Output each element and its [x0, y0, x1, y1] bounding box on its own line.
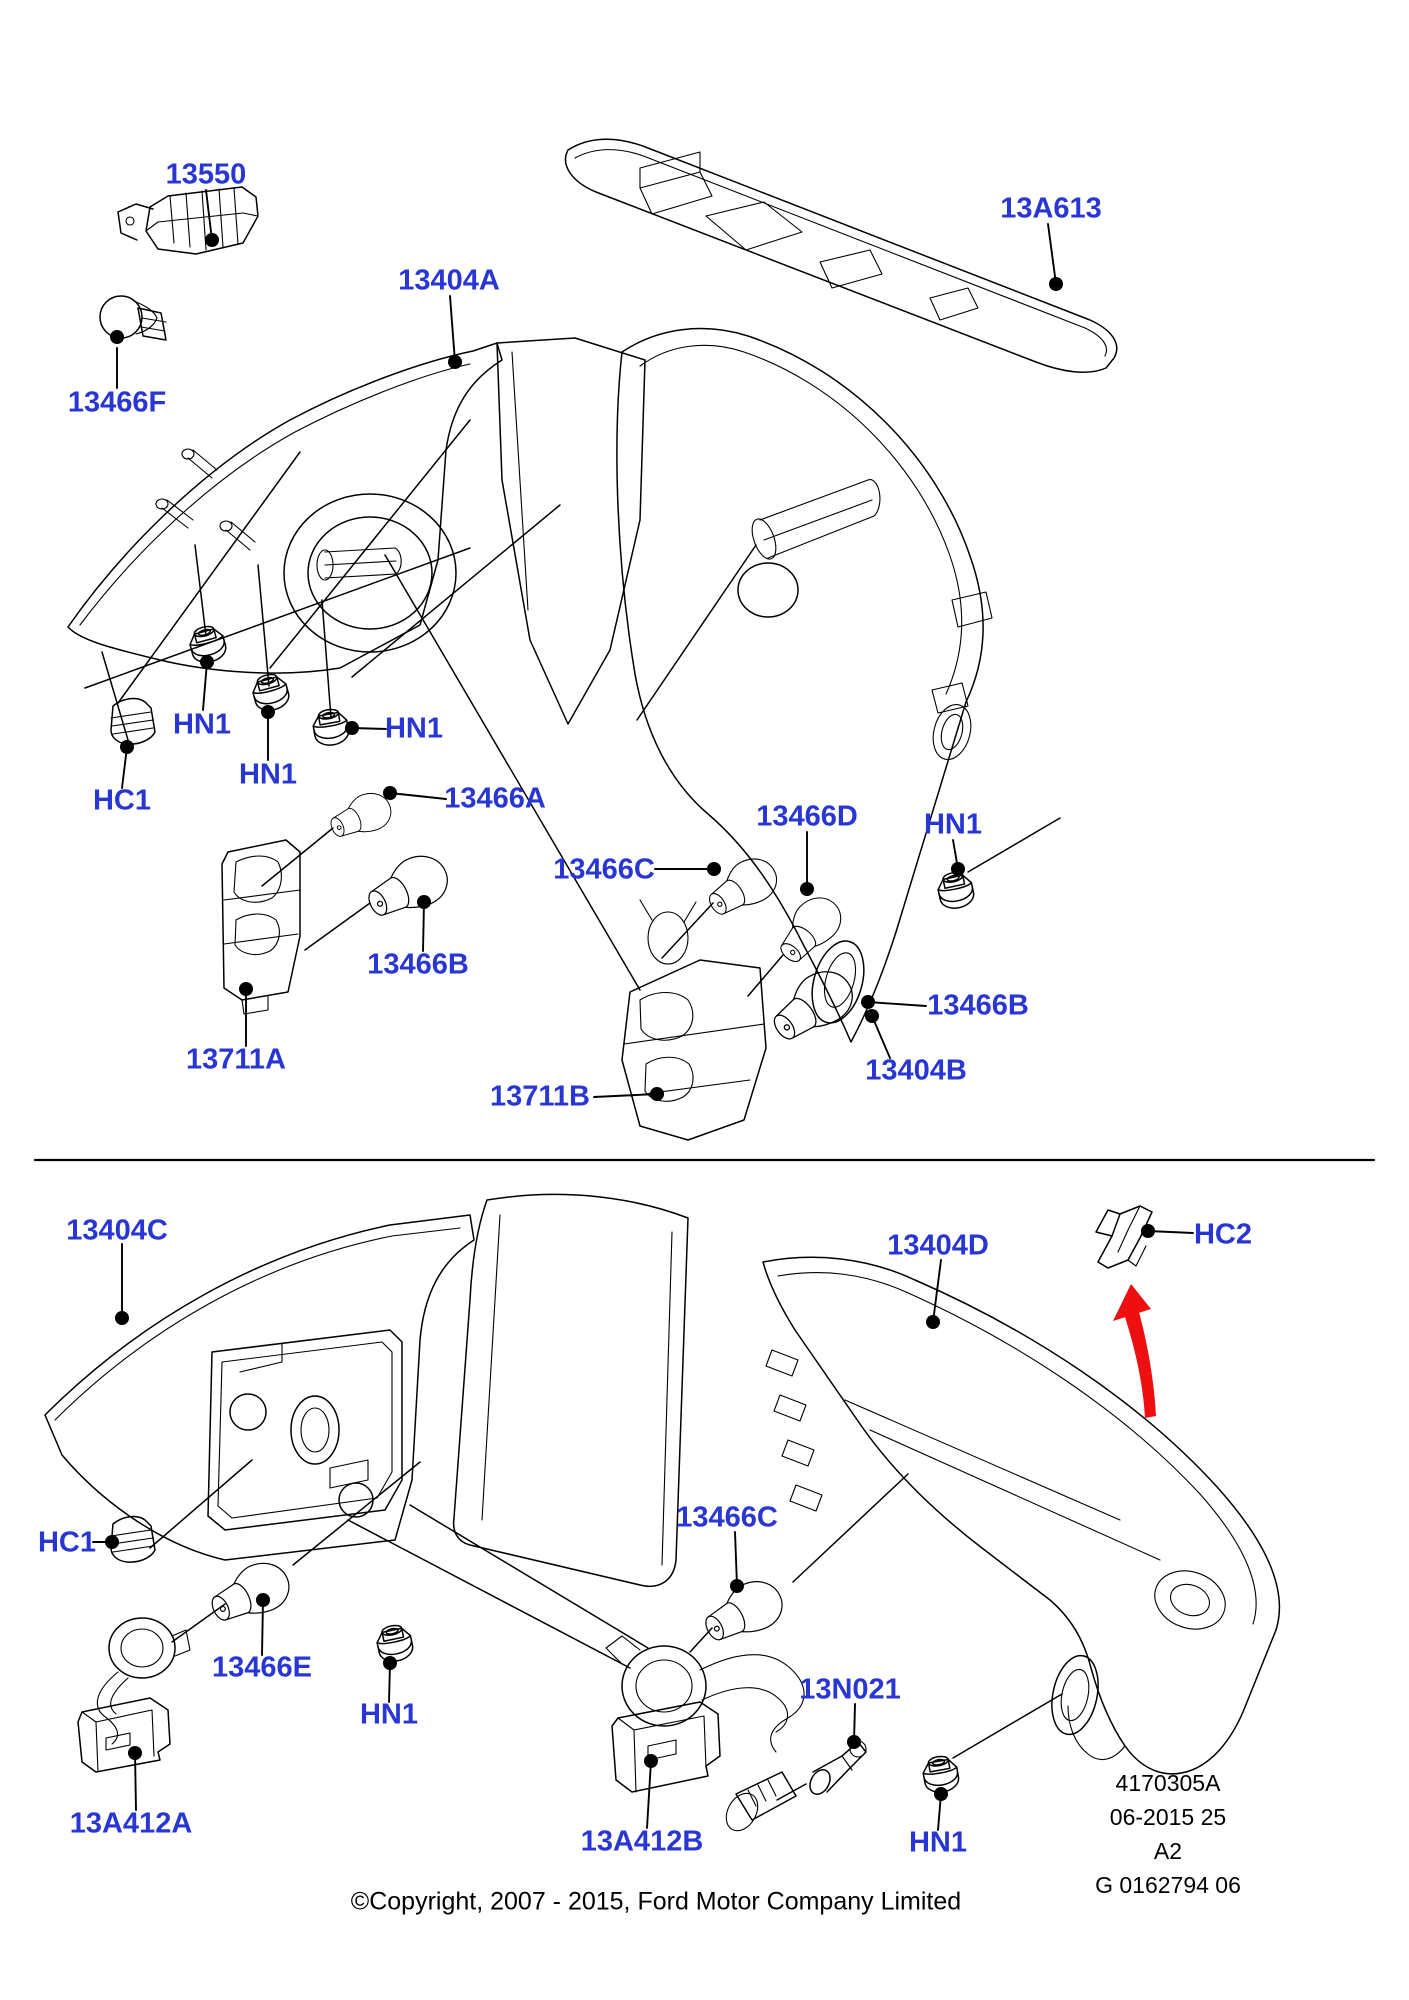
bulb-13466C-top-art	[700, 849, 784, 925]
callout-13N021[interactable]: 13N021	[799, 1673, 901, 1706]
callout-13A412A[interactable]: 13A412A	[69, 1807, 193, 1840]
callout-13A412B[interactable]: 13A412B	[580, 1825, 704, 1858]
callout-13466C-bottom[interactable]: 13466C	[676, 1501, 778, 1534]
callout-13404C[interactable]: 13404C	[66, 1214, 168, 1247]
quarter-panel-sheet-art	[454, 1194, 688, 1586]
callout-13404D[interactable]: 13404D	[887, 1229, 989, 1262]
callout-HN1-4[interactable]: HN1	[923, 808, 983, 841]
callout-13466D[interactable]: 13466D	[756, 800, 858, 833]
plate-ref: 4170305A	[1115, 1770, 1221, 1796]
bulb-13466B-left-art	[360, 846, 456, 928]
callout-HC1-top[interactable]: HC1	[92, 784, 152, 817]
copyright-notice: ©Copyright, 2007 - 2015, Ford Motor Company Limited	[350, 1887, 962, 1916]
bulb-13466E-art	[203, 1554, 296, 1633]
connector-13550-art	[118, 187, 258, 254]
high-mount-lamp-13A613-art	[566, 139, 1117, 372]
callout-13466B-right[interactable]: 13466B	[927, 989, 1029, 1022]
bulb-13466B-right-art	[763, 960, 862, 1052]
callout-HN1-2[interactable]: HN1	[238, 758, 298, 791]
harness-13A412B-art	[606, 1636, 804, 1836]
callout-HN1-6[interactable]: HN1	[908, 1826, 968, 1859]
callout-13711B[interactable]: 13711B	[490, 1080, 590, 1113]
bulb-13466D-art	[769, 888, 849, 971]
callout-HN1-1[interactable]: HN1	[172, 708, 232, 741]
callout-13404B[interactable]: 13404B	[865, 1054, 967, 1087]
callout-13466B-left[interactable]: 13466B	[367, 948, 469, 981]
callout-HN1-3[interactable]: HN1	[384, 712, 444, 745]
callout-13711A[interactable]: 13711A	[186, 1043, 286, 1076]
callout-HC1-bottom[interactable]: HC1	[37, 1526, 97, 1559]
exploded-guide-lines-bottom	[150, 1460, 1062, 1800]
lamp-bracket-panel-art	[497, 338, 645, 724]
bulb-holder-13711B-art	[622, 900, 766, 1140]
tail-lamp-13404B-art	[617, 329, 992, 1042]
exploded-guide-lines-top	[85, 420, 1060, 996]
callout-13404A[interactable]: 13404A	[398, 264, 500, 297]
bulb-holder-13711A-art	[222, 840, 300, 1014]
hex-nut-HN1-art	[311, 707, 351, 748]
bulb-13N021-art	[806, 1741, 866, 1798]
callout-13550[interactable]: 13550	[165, 158, 247, 191]
callout-HN1-5[interactable]: HN1	[359, 1698, 419, 1731]
drawing-plate-info	[1035, 1766, 1301, 1902]
tail-lamp-13404C-art	[45, 1215, 474, 1560]
callout-13466F[interactable]: 13466F	[67, 386, 167, 419]
callout-13466C-top[interactable]: 13466C	[553, 853, 655, 886]
callout-13466A[interactable]: 13466A	[444, 782, 546, 815]
hex-nut-HN1-art	[935, 869, 976, 911]
callout-HC2[interactable]: HC2	[1193, 1218, 1253, 1251]
plate-date: 06-2015 25	[1109, 1804, 1227, 1830]
plate-drawing-no: G 0162794 06	[1095, 1872, 1241, 1898]
callout-13A613[interactable]: 13A613	[1000, 192, 1102, 225]
bulb-13466F-art	[100, 296, 166, 340]
callout-13466E[interactable]: 13466E	[212, 1651, 312, 1684]
clip-HC2-art	[1096, 1206, 1152, 1268]
plate-sheet: A2	[1153, 1838, 1183, 1864]
